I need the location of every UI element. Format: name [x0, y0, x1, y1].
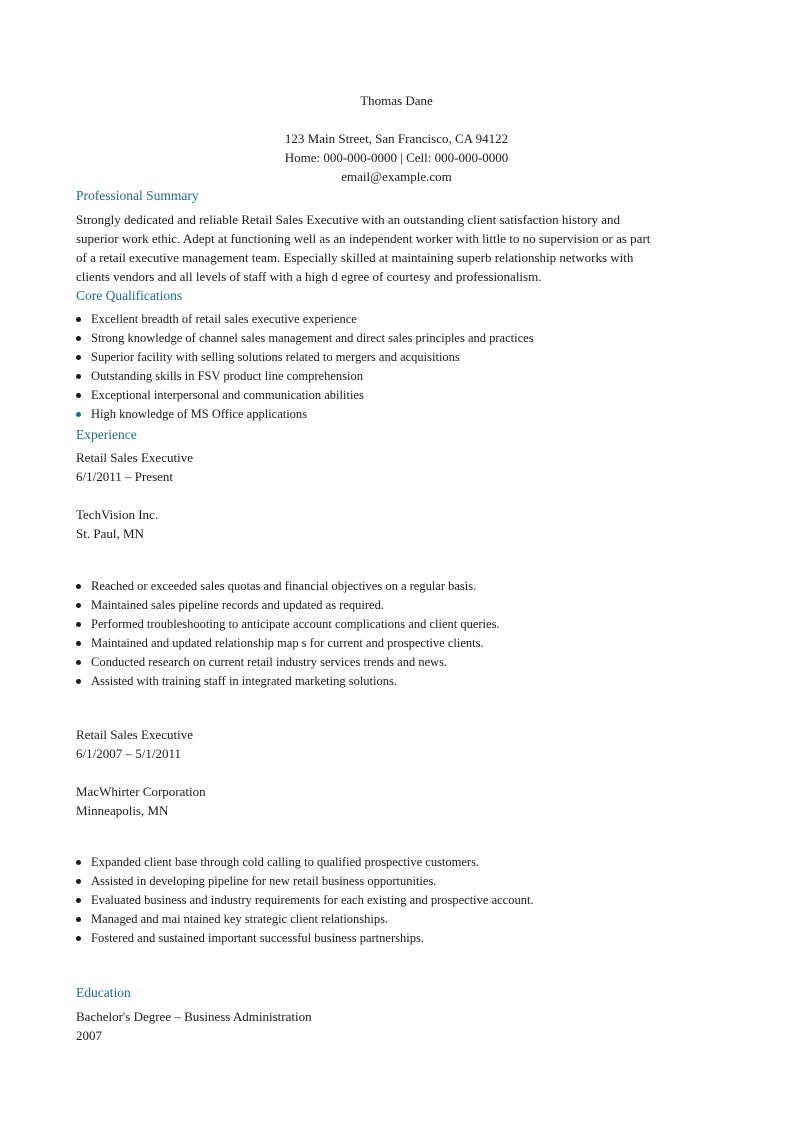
bullet-icon: [76, 336, 81, 341]
bullet-icon: [76, 355, 81, 360]
list-item: [76, 872, 534, 891]
list-item: [76, 329, 534, 348]
bullet-icon: [76, 641, 81, 646]
summary-line: of a retail executive management team. Especially skilled at maintaining superb relationship networks with: [76, 250, 634, 265]
bullet-icon: [76, 584, 81, 589]
list-item-text: Expanded client base through cold calling to qualified prospective customers.: [91, 855, 480, 869]
bullet-icon: [76, 393, 81, 398]
degree: Bachelor's Degree – Business Administration: [76, 1009, 312, 1024]
list-item: [76, 853, 534, 872]
list-item-text: Maintained and updated relationship map s for current and prospective clients.: [91, 636, 484, 650]
job-dates: 6/1/2011 – Present: [76, 469, 174, 484]
job-company: TechVision Inc.: [76, 507, 159, 522]
list-item: [76, 596, 500, 615]
list-item-text: Superior facility with selling solutions related to mergers and acquisitions: [91, 350, 460, 364]
list-item-text: Exceptional interpersonal and communication abilities: [91, 388, 364, 402]
list-item-text: Fostered and sustained important successful business partnerships.: [91, 931, 424, 945]
candidate-name: Thomas Dane: [360, 93, 433, 108]
list-item: [76, 615, 500, 634]
list-item-text: Evaluated business and industry requirements for each existing and prospective account.: [91, 893, 534, 907]
bullet-icon: [76, 879, 81, 884]
list-item-text: Excellent breadth of retail sales executive experience: [91, 312, 357, 326]
job-dates: 6/1/2007 – 5/1/2011: [76, 746, 181, 761]
list-item: [76, 653, 500, 672]
bullet-icon: [76, 860, 81, 865]
list-item: [76, 348, 534, 367]
address: 123 Main Street, San Francisco, CA 94122: [284, 131, 509, 146]
summary-line: clients vendors and all levels of staff with a high d egree of courtesy and professionalism.: [76, 269, 542, 284]
list-item-text: Outstanding skills in FSV product line comprehension: [91, 369, 363, 383]
list-item: [76, 910, 534, 929]
list-item: [76, 386, 534, 405]
bullet-icon: [76, 374, 81, 379]
list-item: [76, 634, 500, 653]
list-item-text: Assisted in developing pipeline for new retail business opportunities.: [91, 874, 437, 888]
job-bullets: [76, 853, 534, 948]
bullet-icon: [76, 317, 81, 322]
phone-numbers: Home: 000-000-0000 | Cell: 000-000-0000: [284, 150, 509, 165]
bullet-icon: [76, 412, 81, 417]
job-bullets: [76, 577, 500, 691]
list-item: [76, 405, 534, 424]
email: email@example.com: [341, 169, 452, 184]
section-heading-qualifications: Core Qualifications: [76, 288, 183, 303]
graduation-year: 2007: [76, 1028, 102, 1043]
bullet-icon: [76, 679, 81, 684]
job-title: Retail Sales Executive: [76, 727, 193, 742]
bullet-icon: [76, 898, 81, 903]
job-location: Minneapolis, MN: [76, 803, 169, 818]
list-item: [76, 577, 500, 596]
bullet-icon: [76, 603, 81, 608]
list-item-text: Conducted research on current retail industry services trends and news.: [91, 655, 448, 669]
list-item-text: High knowledge of MS Office applications: [91, 407, 308, 421]
list-item-text: Strong knowledge of channel sales management and direct sales principles and practices: [91, 331, 534, 345]
job-title: Retail Sales Executive: [76, 450, 193, 465]
list-item: [76, 310, 534, 329]
bullet-icon: [76, 917, 81, 922]
list-item-text: Maintained sales pipeline records and updated as required.: [91, 598, 384, 612]
job-company: MacWhirter Corporation: [76, 784, 206, 799]
list-item: [76, 367, 534, 386]
section-heading-education: Education: [76, 985, 131, 1000]
qualifications-list: [76, 310, 534, 424]
bullet-icon: [76, 936, 81, 941]
list-item-text: Managed and mai ntained key strategic client relationships.: [91, 912, 389, 926]
section-heading-summary: Professional Summary: [76, 188, 199, 203]
list-item: [76, 929, 534, 948]
summary-line: superior work ethic. Adept at functioning well as an independent worker with little to no supervision or as part: [76, 231, 651, 246]
list-item: [76, 672, 500, 691]
summary-line: Strongly dedicated and reliable Retail Sales Executive with an outstanding client satisfaction history and: [76, 212, 621, 227]
section-heading-experience: Experience: [76, 427, 137, 442]
list-item-text: Performed troubleshooting to anticipate account complications and client queries.: [91, 617, 500, 631]
job-location: St. Paul, MN: [76, 526, 144, 541]
list-item-text: Assisted with training staff in integrated marketing solutions.: [91, 674, 397, 688]
bullet-icon: [76, 622, 81, 627]
list-item: [76, 891, 534, 910]
list-item-text: Reached or exceeded sales quotas and financial objectives on a regular basis.: [91, 579, 477, 593]
bullet-icon: [76, 660, 81, 665]
